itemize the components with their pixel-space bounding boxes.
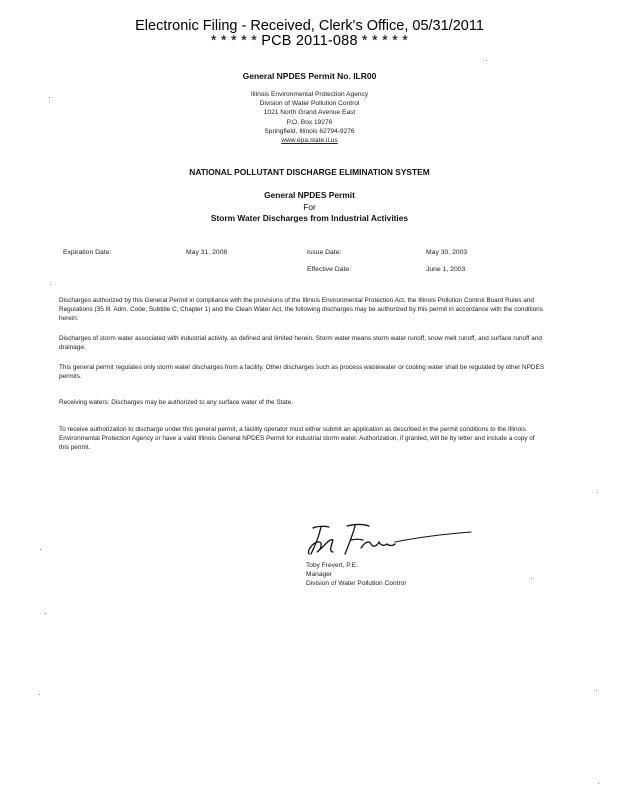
paragraph-receiving-waters: Receiving waters: Discharges may be authorized to any surface water of the State.: [59, 399, 294, 406]
filing-stamp-line1: Electronic Filing - Received, Clerk's Office, 05/31/2011: [135, 18, 484, 34]
signer-division: Division of Water Pollution Control: [306, 580, 406, 588]
system-title: NATIONAL POLLUTANT DISCHARGE ELIMINATION SYSTEM: [189, 167, 430, 177]
signer-title: Manager: [306, 571, 333, 579]
permit-number: General NPDES Permit No. ILR00: [242, 71, 377, 81]
issue-date-value: May 30, 2003: [426, 249, 468, 256]
agency-division: Division of Water Pollution Control: [259, 100, 360, 108]
expiration-date-label: Expiration Date:: [63, 249, 112, 256]
scan-speck: [40, 549, 41, 550]
signature-image: [295, 518, 475, 560]
expiration-date-value: May 31, 2008: [186, 249, 228, 256]
permit-title-line3: Storm Water Discharges from Industrial Activities: [210, 213, 409, 223]
agency-po-box: P.O. Box 19276: [286, 118, 333, 126]
paragraph-scope: This general permit regulates only storm water discharges from a facility. Other discharges such as process wastewater or cooling water shall be regulated by other NPDES permits.: [59, 364, 545, 380]
scan-speck: [50, 284, 51, 285]
agency-address-block: [0, 90, 619, 145]
signer-name: Toby Frevert, P.E.: [306, 562, 358, 569]
filing-stamp: [0, 19, 619, 49]
signer-block: [306, 561, 406, 589]
agency-website-link[interactable]: www.epa.state.il.us: [281, 137, 338, 145]
scan-speck: [598, 783, 599, 784]
paragraph-authorization: Discharges authorized by this General Permit in compliance with the provisions of the Illinois Environmental Protection Act, the Illinois Pollution Control Board Rules and Regulations (35 Ill. Adm. Code, Subtitle C, Chapter 1) and the Clean Water Act, the following discharges may be authorized by this permit in accordance with the conditions herein:: [59, 297, 543, 322]
agency-name: Illinois Environmental Protection Agency: [250, 91, 369, 98]
issue-date-label: Issue Date:: [307, 249, 342, 256]
scan-speck: [39, 694, 40, 695]
scan-speck: [596, 690, 597, 691]
scan-speck: [486, 60, 487, 61]
agency-city: Springfield, Illinois 62794-9276: [264, 127, 355, 135]
effective-date-value: June 1, 2003: [426, 266, 466, 273]
permit-title-line2: For: [303, 201, 316, 212]
scan-speck: [531, 578, 532, 579]
agency-street: 1021 North Grand Avenue East: [263, 109, 356, 117]
paragraph-storm-water-definition: Discharges of storm water associated with industrial activity, as defined and limited herein. Storm water means storm water runoff, snow melt runoff, and surface runoff and drainage.: [59, 335, 542, 351]
paragraph-application: To receive authorization to discharge under this general permit, a facility operator must either submit an application as described in the permit conditions to the Illinois Environmental Protection Agency or have a valid Illinois General NPDES Permit for industrial storm water. Authorization, if granted, will be by letter and include a copy of this permit.: [59, 426, 535, 451]
permit-title: [0, 190, 619, 225]
filing-stamp-line2: * * * * * PCB 2011-088 * * * * *: [210, 33, 409, 49]
effective-date-label: Effective Date:: [307, 266, 352, 273]
permit-title-line1: General NPDES Permit: [264, 190, 355, 200]
scan-speck: [597, 492, 598, 493]
scan-speck: [45, 613, 46, 614]
